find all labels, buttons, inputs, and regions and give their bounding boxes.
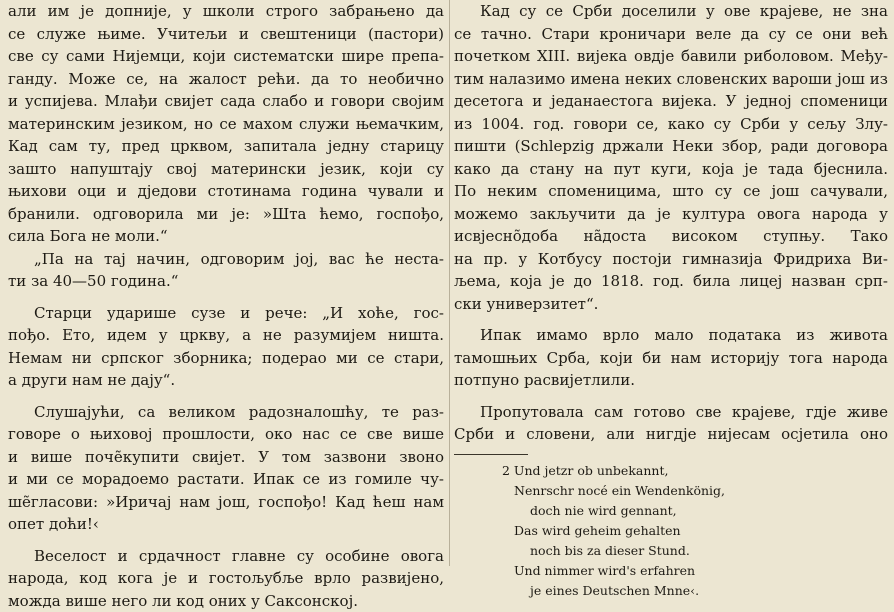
text-line: а други нам не дају“. — [8, 369, 444, 392]
footnote-line: Nenrschr nocé ein Wendenkönig, — [454, 481, 888, 501]
text-line: љема, која је до 1818. год. била лицеј назван срп- — [454, 270, 888, 293]
paragraph-gap — [454, 392, 888, 401]
footnote-line: Und nimmer wird's erfahren — [454, 561, 888, 581]
text-line: опет доћи!‹ — [8, 513, 444, 536]
text-line: По неким споменицима, што су се још сачували, — [454, 180, 888, 203]
text-line: исвјесно̃доба на̃доста високом ступњу. Тако — [454, 225, 888, 248]
text-line: се служе њиме. Учитељи и свештеници (пастори) — [8, 23, 444, 46]
text-line: народа, код кога је и гостољубље врло развијено, — [8, 567, 444, 590]
footnote-line: noch bis za dieser Stund. — [454, 541, 888, 561]
text-line: Веселост и срдачност главне су особине овога — [8, 545, 444, 568]
text-line: пођо. Ето, идем у цркву, а не разумијем ништа. — [8, 324, 444, 347]
text-line: Кад су се Срби доселили у ове крајеве, не зна — [454, 0, 888, 23]
text-line: Пропутовала сам готово све крајеве, гдје живе — [454, 401, 888, 424]
text-line: ше̃гласови: »Иричај нам још, госпођо! Кад ћеш нам — [8, 491, 444, 514]
text-line: пишти (Schlepzig држали Неки збор, ради договора — [454, 135, 888, 158]
footnote-line: Das wird geheim gehalten — [454, 521, 888, 541]
text-line: како да стану на пут куги, која је тада бјеснила. — [454, 158, 888, 181]
footnote-line: doch nie wird gennant, — [454, 501, 888, 521]
text-line: Срби и словени, али нигдје нијесам осјетила оно — [454, 423, 888, 446]
text-line: бранили. одговорила ми је: »Шта ћемо, госпођо, — [8, 203, 444, 226]
text-line: и више поче̃купити свијет. У том зазвони звоно — [8, 446, 444, 469]
text-line: тамошњих Срба, који би нам историју тога народа — [454, 347, 888, 370]
text-line: зашто напуштају свој матерински језик, који су — [8, 158, 444, 181]
text-line: и ми се морадоемо растати. Ипак се из гомиле чу- — [8, 468, 444, 491]
footnote-line: je eines Deutschen Mnne‹. — [454, 581, 888, 601]
text-line: почетком XIII. вијека овдје бавили риболовом. Међу- — [454, 45, 888, 68]
text-line: можда више него ли код оних у Саксонској. — [8, 590, 444, 612]
paragraph-gap — [8, 536, 444, 545]
text-line: десетога и једанаестога вијека. У једној споменици — [454, 90, 888, 113]
text-line: Кад сам ту, пред црквом, запитала једну старицу — [8, 135, 444, 158]
footnote-poem — [454, 461, 888, 601]
text-line: говоре о њиховој прошлости, око нас се све више — [8, 423, 444, 446]
text-line: све су сами Нијемци, који систематски шире препа- — [8, 45, 444, 68]
text-line: ски универзитет“. — [454, 293, 888, 316]
text-line: Немам ни српског зборника; подерао ми се стари, — [8, 347, 444, 370]
left-column — [8, 0, 444, 612]
column-divider — [449, 0, 450, 566]
text-line: али им је допније, у школи строго забрањено да — [8, 0, 444, 23]
text-line: и успијева. Млађи свијет сада слабо и говори својим — [8, 90, 444, 113]
right-column — [454, 0, 888, 601]
paragraph-gap — [8, 293, 444, 302]
text-line: Ипак имамо врло мало података из живота — [454, 324, 888, 347]
text-line: из 1004. год. говори се, како су Срби у сељу Злу- — [454, 113, 888, 136]
text-line: Старци ударише сузе и рече: „И хоће, гос- — [8, 302, 444, 325]
right-column-text — [454, 0, 888, 446]
text-line: тим налазимо имена неких словенских вароши још из — [454, 68, 888, 91]
text-line: на пр. у Котбусу постоји гимназија Фридриха Ви- — [454, 248, 888, 271]
text-line: ти за 40—50 година.“ — [8, 270, 444, 293]
text-line: сила Бога не моли.“ — [8, 225, 444, 248]
text-line: ганду. Може се, на жалост рећи. да то необично — [8, 68, 444, 91]
text-line: њихови оци и дједови стотинама година чували и — [8, 180, 444, 203]
text-line: можемо закључити да је култура овога народа у — [454, 203, 888, 226]
paragraph-gap — [8, 392, 444, 401]
text-line: Слушајући, са великом радозналошћу, те раз- — [8, 401, 444, 424]
text-line: „Па на тај начин, одговорим јој, вас ће неста- — [8, 248, 444, 271]
text-line: потпуно расвијетлили. — [454, 369, 888, 392]
text-line: материнским језиком, но се махом служи њемачким, — [8, 113, 444, 136]
footnote-rule — [454, 454, 528, 455]
paragraph-gap — [454, 315, 888, 324]
footnote-line: 2 Und jetzr ob unbekannt, — [454, 461, 888, 481]
text-line: се тачно. Стари кроничари веле да су се они већ — [454, 23, 888, 46]
